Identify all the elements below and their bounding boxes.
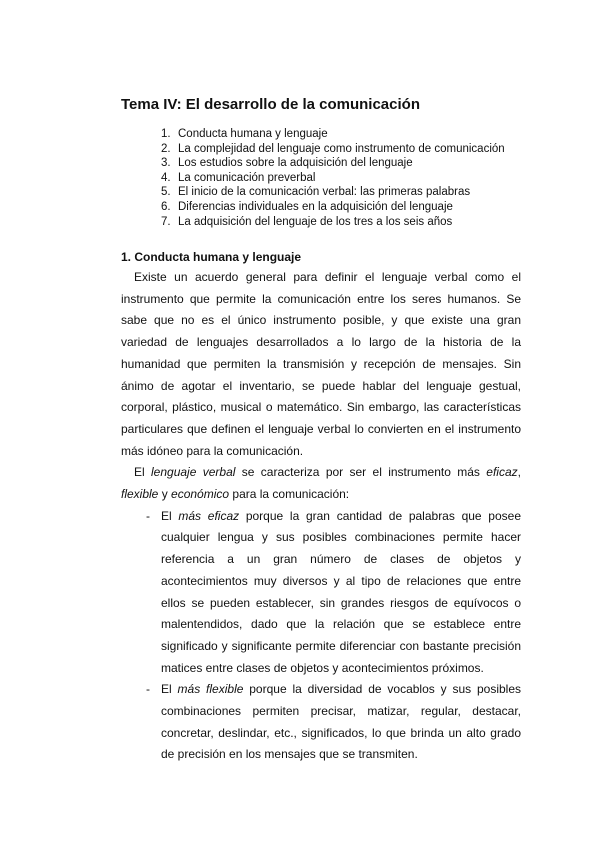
- toc-item-number: 6.: [161, 200, 171, 213]
- text-run: porque la diversidad de vocablos y sus posibles combinaciones permiten precisar, matizar, regular, destacar, concretar, deslindar, etc., significados, lo que brinda un alto grado de precisión en los mensajes que se transmiten.: [161, 682, 522, 762]
- toc-item: [161, 156, 541, 171]
- text-run: para la comunicación:: [229, 487, 350, 502]
- text-run: El: [134, 465, 152, 480]
- section-body: [121, 267, 521, 766]
- toc-item: [161, 127, 541, 142]
- emphasis-mas-flexible: más flexible: [177, 682, 244, 697]
- toc-item-number: 1.: [161, 128, 171, 140]
- table-of-contents: [161, 127, 541, 229]
- paragraph-intro: Existe un acuerdo general para definir el lenguaje verbal como el instrumento que permite la comunicación entre los seres humanos. Se sabe que no es el único instrumento posible, y que existe una gran variedad de lenguajes desarrollados a lo largo de la historia de la humanidad que permiten la transmisión y recepción de mensajes. Sin ánimo de agotar el inventario, se puede hablar del lenguaje gestual, corporal, plástico, musical o matemático. Sin embargo, las características particulares que definen el lenguaje verbal lo convierten en el instrumento más idóneo para la comunicación.: [121, 270, 521, 458]
- toc-item-number: 5.: [161, 186, 171, 199]
- toc-item: [161, 200, 541, 215]
- emphasis-eficaz: eficaz: [486, 465, 518, 480]
- toc-item-number: 4.: [161, 171, 171, 184]
- toc-item-text: La adquisición del lenguaje de los tres a los seis años: [178, 215, 453, 228]
- bullet-dash: -: [146, 682, 150, 697]
- page-title: Tema IV: El desarrollo de la comunicación: [121, 96, 420, 113]
- bullet-item-flexible: [146, 679, 521, 766]
- emphasis-lenguaje-verbal: lenguaje verbal: [151, 465, 236, 480]
- toc-item-text: La comunicación preverbal: [178, 171, 316, 184]
- toc-item-number: 2.: [161, 142, 171, 155]
- emphasis-flexible: flexible: [121, 487, 159, 502]
- toc-item-number: 7.: [161, 215, 171, 228]
- paragraph-verbal-language: [121, 462, 521, 505]
- text-run: El: [161, 682, 178, 697]
- toc-item: [161, 142, 541, 157]
- toc-item-text: Los estudios sobre la adquisición del lenguaje: [178, 157, 413, 170]
- text-run: ,: [517, 465, 521, 480]
- text-run: se caracteriza por ser el instrumento más: [235, 465, 487, 480]
- text-run: porque la gran cantidad de palabras que posee cualquier lengua y sus posibles combinaciones permite hacer referencia a un gran número de clases de objetos y acontecimientos muy diversos y al tipo de relaciones que entre ellos se pueden establecer, sin grandes riesgos de equívocos o malentendidos, dado que la relación que se establece entre significado y significante permite diferenciar con bastante precisión matices entre clases de objetos y acontecimientos próximos.: [161, 508, 521, 675]
- toc-item: [161, 171, 541, 186]
- toc-item: [161, 215, 541, 230]
- text-run: El: [161, 508, 179, 523]
- toc-item-number: 3.: [161, 157, 171, 170]
- toc-item-text: La complejidad del lenguaje como instrumento de comunicación: [178, 142, 505, 155]
- emphasis-mas-eficaz: más eficaz: [178, 508, 240, 523]
- toc-item-text: Diferencias individuales en la adquisición del lenguaje: [178, 200, 453, 213]
- emphasis-economico: económico: [171, 487, 230, 502]
- toc-item-text: Conducta humana y lenguaje: [178, 128, 328, 140]
- section-heading: 1. Conducta humana y lenguaje: [121, 250, 302, 264]
- text-run: y: [158, 487, 172, 502]
- toc-item: [161, 185, 541, 200]
- bullet-text: [161, 506, 521, 680]
- bullet-item-eficaz: [146, 506, 521, 680]
- toc-item-text: El inicio de la comunicación verbal: las primeras palabras: [178, 186, 471, 199]
- bullet-dash: -: [146, 508, 150, 523]
- bullet-text: [161, 679, 521, 766]
